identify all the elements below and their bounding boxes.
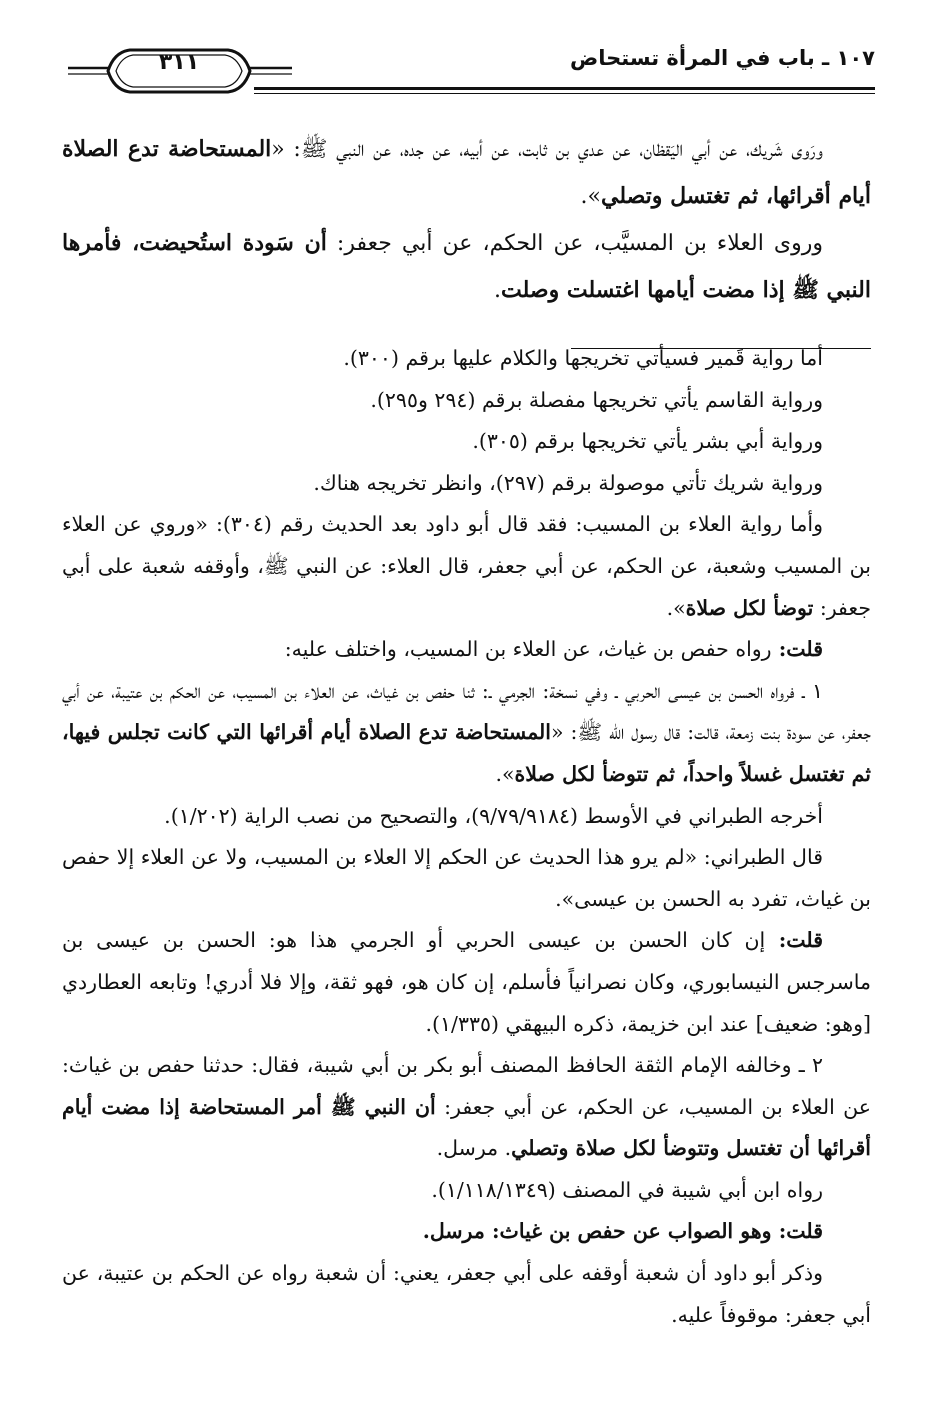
bold-quote: المستحاضة تدع الصلاة أيام أقرائها، ثم تغتسل وتصلي <box>62 136 871 209</box>
footnote-paragraph <box>62 463 871 505</box>
page-header <box>64 40 875 100</box>
text-run: ورَوى شَريك، عن أبي اليَقظان، عن عدي بن ثابت، عن أبيه، عن جده، عن النبي ﷺ: « <box>271 137 824 162</box>
main-paragraph <box>62 220 871 314</box>
footnote-paragraph <box>62 671 871 796</box>
page-number: ٣١١ <box>158 50 200 75</box>
text-run: ». <box>666 595 686 620</box>
footnote-paragraph <box>62 1253 871 1336</box>
footnote-paragraph <box>62 920 871 1045</box>
bold-quote: قلت: <box>771 637 823 662</box>
header-rule <box>254 87 875 94</box>
text-run: أخرجه الطبراني في الأوسط (٩/٧٩/٩١٨٤)، والتصحيح من نصب الراية (١/٢٠٢). <box>164 803 823 828</box>
footnote-paragraph <box>62 1045 871 1170</box>
text-run: رواه ابن أبي شيبة في المصنف (١/١١٨/١٣٤٩). <box>431 1177 823 1202</box>
running-title: ١٠٧ ـ باب في المرأة تستحاض <box>570 46 875 70</box>
footnote-paragraph <box>62 380 871 422</box>
text-run: وأما رواية العلاء بن المسيب: فقد قال أبو داود بعد الحديث رقم (٣٠٤): «وروي عن العلاء بن المسيب وشعبة، عن الحكم، عن أبي جعفر، قال العلاء: عن النبي ﷺ، وأوقفه شعبة على أبي جعفر: <box>62 512 871 620</box>
text-run: ١ ـ فرواه الحسن بن عيسى الحربي ـ وفي نسخة: الجرمي ـ: ثنا حفص بن غياث، عن العلاء بن المسيب، عن الحكم بن عتيبة، عن أبي جعفر، عن سودة بنت زمعة، قالت: قال رسول الله ﷺ: « <box>62 678 871 745</box>
text-run: . مرسل. <box>436 1136 512 1161</box>
bold-quote: توضأ لكل صلاة <box>685 595 814 620</box>
footnote-paragraph <box>62 796 871 838</box>
text-run: وذكر أبو داود أن شعبة أوقفه على أبي جعفر، يعني: أن شعبة رواه عن الحكم بن عتيبة، عن أبي جعفر: موقوفاً عليه. <box>62 1261 871 1327</box>
main-paragraph <box>62 126 871 220</box>
bold-quote: قلت: وهو الصواب عن حفص بن غياث: مرسل. <box>422 1219 823 1244</box>
text-run: ٢ ـ وخالفه الإمام الثقة الحافظ المصنف أبو بكر بن أبي شيبة، فقال: حدثنا حفص بن غياث: عن العلاء بن المسيب، عن الحكم، عن أبي جعفر: <box>62 1053 871 1119</box>
footnote-paragraph <box>62 1170 871 1212</box>
footnote-paragraph <box>62 421 871 463</box>
footnote-paragraph <box>62 629 871 671</box>
text-run: ورواية شريك تأتي موصولة برقم (٢٩٧)، وانظر تخريجه هناك. <box>313 470 823 495</box>
text-run: وروى العلاء بن المسيَّب، عن الحكم، عن أبي جعفر: <box>326 231 823 256</box>
footnote-paragraph <box>62 1211 871 1253</box>
text-run: أما رواية قَمير فسيأتي تخريجها والكلام عليها برقم (٣٠٠). <box>343 346 823 370</box>
text-run: ورواية القاسم يأتي تخريجها مفصلة برقم (٢٩٤ و٢٩٥). <box>370 387 823 412</box>
main-text <box>62 126 871 314</box>
text-run: . <box>494 278 502 303</box>
text-run: قال الطبراني: «لم يرو هذا الحديث عن الحكم إلا العلاء بن المسيب، ولا عن العلاء إلا حفص بن غياث، تفرد به الحسن بن عيسى». <box>62 845 871 911</box>
bold-quote: أن النبي ﷺ أمر المستحاضة إذا مضت أيام أقرائها أن تغتسل وتتوضأ لكل صلاة وتصلي <box>62 1094 871 1161</box>
footnote-paragraph <box>62 504 871 629</box>
footnotes <box>62 338 871 1336</box>
text-run: ». <box>580 184 601 209</box>
text-run: رواه حفص بن غياث، عن العلاء بن المسيب، واختلف عليه: <box>284 637 772 662</box>
footnote-paragraph <box>62 338 871 380</box>
text-run: ». <box>495 761 515 786</box>
text-run: إن كان الحسن بن عيسى الحربي أو الجرمي هذا هو: الحسن بن عيسى بن ماسرجس النيسابوري، وكان نصرانياً فأسلم، إن كان هو، فهو ثقة، وإلا فلا أدري! وتابعه العطاردي [وهو: ضعيف] عند ابن خزيمة، ذكره البيهقي (١/٣٣٥). <box>62 928 871 1036</box>
bold-quote: أن سَودة استُحيضت، فأمرها النبي ﷺ إذا مضت أيامها اغتسلت وصلت <box>62 230 871 303</box>
text-run: ورواية أبي بشر يأتي تخريجها برقم (٣٠٥). <box>472 429 823 454</box>
bold-quote: قلت: <box>765 928 823 953</box>
footnote-paragraph <box>62 837 871 920</box>
bold-quote: المستحاضة تدع الصلاة أيام أقرائها التي كانت تجلس فيها، ثم تغتسل غسلاً واحداً، ثم تتوضأ لكل صلاة <box>62 720 871 786</box>
